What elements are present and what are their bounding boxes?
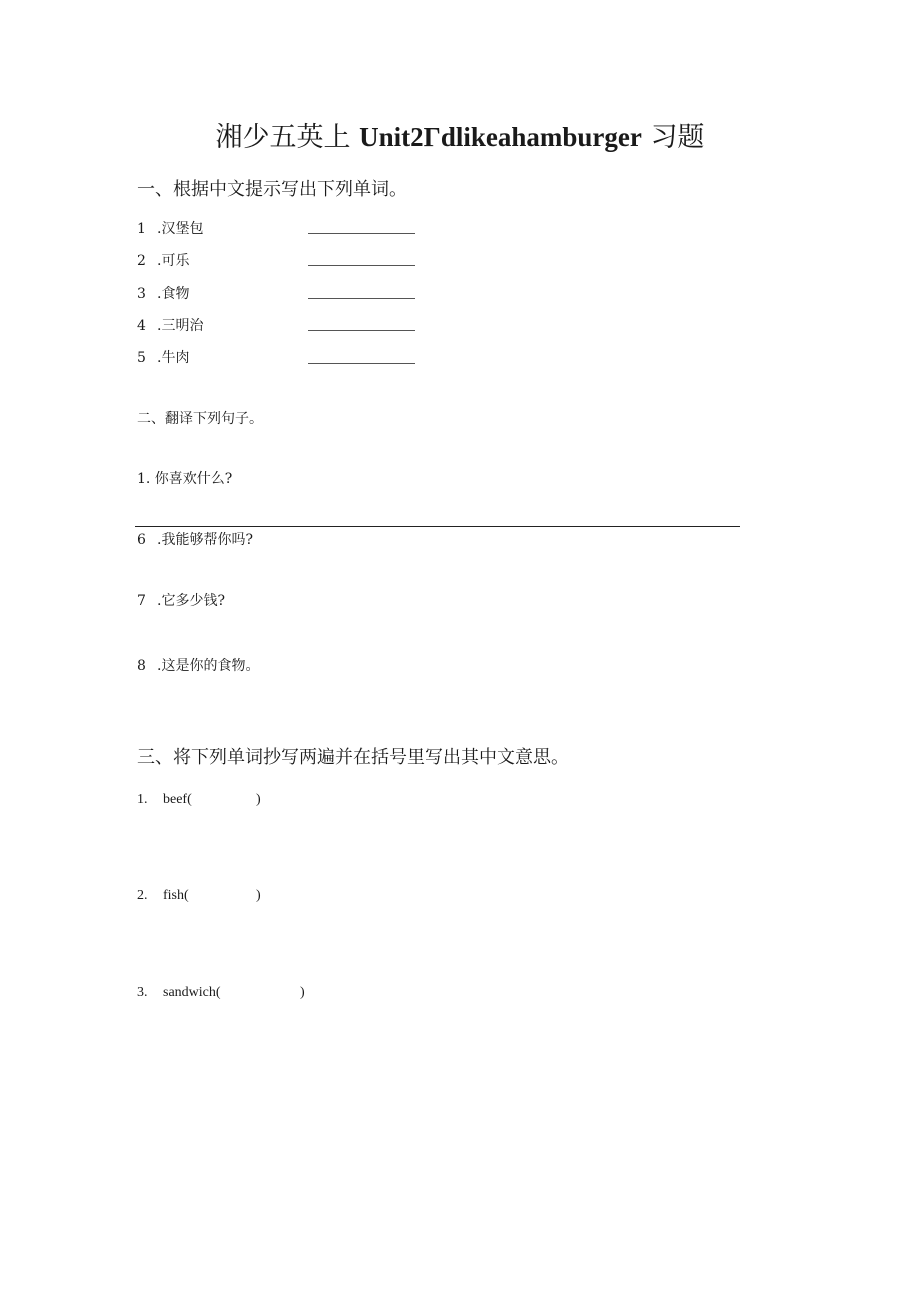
copy-item: [137, 792, 192, 808]
sentence-item: [137, 590, 225, 610]
section1-heading: 一、根据中文提示写出下列单词。: [137, 179, 407, 200]
item-number: 5: [137, 350, 146, 366]
copy-word: beef(: [163, 792, 192, 807]
copy-item: [137, 985, 221, 1001]
item-number: 6: [137, 532, 146, 548]
page-title: [0, 115, 920, 154]
word-item: [137, 347, 189, 367]
item-number: 2: [137, 253, 146, 269]
answer-blank[interactable]: [308, 298, 415, 299]
item-text: .这是你的食物。: [157, 658, 260, 674]
item-number: 2.: [137, 888, 148, 903]
copy-word: sandwich(: [163, 985, 221, 1000]
answer-blank[interactable]: [308, 233, 415, 234]
item-text: .三明治: [157, 318, 204, 334]
item-number: 7: [137, 593, 146, 609]
answer-blank[interactable]: [308, 330, 415, 331]
word-item: [137, 315, 203, 335]
item-text: .汉堡包: [157, 221, 204, 237]
item-text: .食物: [157, 286, 190, 302]
bracket-close: ): [256, 792, 261, 807]
item-number: 4: [137, 318, 146, 334]
item-text: .我能够帮你吗?: [157, 532, 253, 548]
item-text: .牛肉: [157, 350, 190, 366]
title-prefix: 湘少五英上: [215, 122, 351, 153]
title-latin: Unit2Γdlikeahamburger: [359, 122, 642, 152]
copy-word: fish(: [163, 888, 189, 903]
item-text: .可乐: [157, 253, 190, 269]
word-item: [137, 283, 189, 303]
item-text: .它多少钱?: [157, 593, 225, 609]
title-suffix: 习题: [650, 122, 705, 153]
answer-blank[interactable]: [308, 265, 415, 266]
sentence-item: 1. 你喜欢什么?: [137, 471, 233, 487]
word-item: [137, 250, 189, 270]
sentence-item: [137, 529, 253, 549]
word-item: [137, 218, 203, 238]
item-number: 3.: [137, 985, 148, 1000]
copy-item: [137, 888, 189, 904]
section2-heading: 二、翻译下列句子。: [137, 411, 263, 427]
section3-heading: 三、将下列单词抄写两遍并在括号里写出其中文意思。: [137, 747, 569, 768]
bracket-close: ): [256, 888, 261, 903]
item-number: 1.: [137, 792, 148, 807]
item-number: 8: [137, 658, 146, 674]
answer-blank[interactable]: [308, 363, 415, 364]
sentence-item: [137, 655, 259, 675]
item-number: 3: [137, 286, 146, 302]
answer-line[interactable]: [135, 526, 740, 527]
item-number: 1: [137, 221, 146, 237]
bracket-close: ): [300, 985, 305, 1000]
